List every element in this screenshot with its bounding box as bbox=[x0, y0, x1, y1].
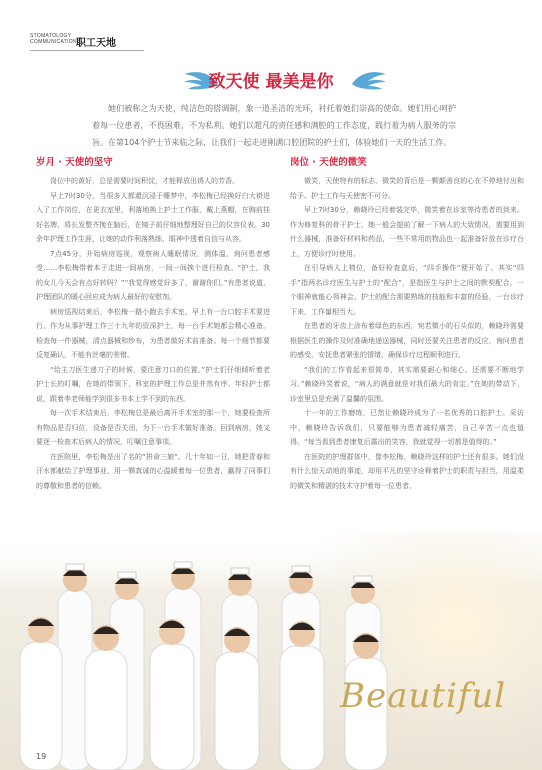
left-paragraph: 早上7时30分，当很多人都還沉浸于睡梦中，李松梅已经换好白大褂进入了工作岗位，在更衣室里，利落地换上护士工作服，戴上燕帽，在胸前挂好名牌，将长发整齐挽在脑后，在镜子前仔细地整理好自己的仪容仪表。30余年护理工作生涯，让她的动作利落熟练，眼神中透着自信与从容。 bbox=[36, 191, 270, 243]
article-intro-text: 她们被称之为天使，纯洁色的搭调制，象一道圣洁的光环，衬托着她们崇高的使命。她们用心呵护着每一位患者，不畏困难，不为私利。她们以超凡的责任感和满腔的工作态度，践行着为病人服务的宗旨。在第104个护士节来临之际，让我们一起走进刚满口腔团院的护士们，体验她们一天的生活工作。 bbox=[92, 104, 456, 147]
section-header-en-line2: COMMUNICATION bbox=[30, 38, 77, 45]
right-paragraph: “我们的工作看起来很简单，其实需要耐心和细心，还需要不断地学习。”赖晓玲笑着说，“病人的满意就是对我们最大的肯定。”在她的带动下，诊室里总是充满了温馨的氛围。 bbox=[290, 365, 524, 403]
left-paragraph: 7点45分，开始病房巡视，观察病人睡眠情况，测体温、询问患者感受……李松梅带着本子走进一间病房，一间一间挨个进行检查。“护士，我的女儿今天会有点好转吗？”“我觉得感觉好多了，谢谢你们。”有患者说道，护理团队的暖心回应成为病人最好的安慰剂。 bbox=[36, 249, 270, 301]
left-paragraph: 在医院里，李松梅是出了名的“拼命三娘”。几十年如一日，她把青春和汗水都献给了护理事业，用一颗真诚的心温暖着每一位患者，赢得了同事们的尊敬和患者的信赖。 bbox=[36, 452, 270, 490]
right-paragraph: 微笑，天使特有的标志，微笑的背后是一颗颠善良的心在不停地付出和给予。护士工作与天使密不可分。 bbox=[290, 177, 524, 200]
article-intro bbox=[92, 100, 456, 151]
section-header-en-line1: STOMATOLOGY bbox=[30, 33, 72, 39]
right-paragraph: 十一年的工作磨练，已然让赖晓玲成为了一名优秀的口腔护士。采访中，赖晓玲告诉我们，只要能够为患者减轻痛苦，自己辛苦一点也值得。“每当看到患者康复后露出的笑容，我就觉得一切都是值得的。” bbox=[290, 409, 524, 446]
left-column bbox=[36, 154, 270, 493]
section-header-en bbox=[30, 34, 77, 45]
right-paragraph: 早上7时30分，赖晓玲已经着装完毕，微笑着在诊室等待患者的到来。作为修复科的骨干护士，她一般会提前了解一下病人的大致情况，需要用到什么器械，准备好材料和药品，一些不常用的物品也一起准备好放在诊疗台上，方便诊疗时使用。 bbox=[290, 206, 524, 258]
nurses-group-photo bbox=[0, 532, 542, 770]
beautiful-caption: Beautiful bbox=[340, 676, 507, 716]
left-column-body bbox=[36, 174, 270, 493]
right-wing-icon bbox=[350, 70, 388, 90]
right-paragraph: 在引导病人上椅位，备好检查盒后，“四手操作”便开始了。其实“四手”指两名诊疗医生与护士的“配合”，是指医生与护士之间的默契配合，一个眼神就能心领神会。护士的配合需要熟练的技能和丰富的经验，一台诊疗下来，工作量相当大。 bbox=[290, 264, 524, 316]
right-paragraph: 在患者的牙齿上涂布着绿色的东西，宛若微小的石头似的，赖晓玲需要根据医生的操作及时准确地递送器械，同时还要关注患者的反应，询问患者的感受，安抚患者紧张的情绪，确保诊疗过程顺利进行。 bbox=[290, 322, 524, 359]
section-header-cn: 职工天地 bbox=[76, 38, 116, 49]
article-title: 致天使 最美是你 bbox=[208, 72, 334, 92]
left-column-heading: 岁月 · 天使的坚守 bbox=[36, 157, 113, 168]
header-divider bbox=[30, 50, 144, 51]
right-column-body bbox=[290, 174, 524, 493]
left-paragraph: “给主刀医生递刀子的时候，要注意刀口的位置。”护士们仔细倾听着老护士长的叮嘱，在她的带领下，科室的护理工作总是井然有序。年轻护士都说，跟着李老师能学到很多书本上学不到的东西。 bbox=[36, 365, 270, 403]
right-paragraph: 在医院的护理群体中，像李松梅、赖晓玲这样的护士还有很多。她们没有什么惊天动地的事迹，却用平凡的坚守诠释着护士的职责与担当，用温柔的微笑和精湛的技术守护着每一位患者。 bbox=[290, 452, 524, 490]
section-header bbox=[30, 33, 116, 49]
left-paragraph: 岗位中的黄好，总是需要时间积淀，才能释放出诱人的芳香。 bbox=[50, 177, 239, 185]
left-paragraph: 每一次手术结束后，李松梅总是最后离开手术室的那一个，她要检查所有物品是否归位，设备是否关闭，为下一台手术做好准备。回到病房，她又要逐一检查术后病人的情况，叮嘱注意事项。 bbox=[36, 409, 270, 446]
page-number: 19 bbox=[36, 752, 47, 761]
left-paragraph: 病房巡视结束后，李松梅一路小跑去手术室，早上有一台口腔手术要进行。作为从事护理工作三十九年的资深护士，每一台手术她都会精心准备。检查每一件器械，清点器械和纱布，为患者做好术前准备。每一个细节都要反复确认，不能有丝毫的差错。 bbox=[36, 307, 270, 359]
right-column bbox=[290, 154, 524, 493]
right-column-heading: 岗位 · 天使的微笑 bbox=[290, 157, 367, 168]
